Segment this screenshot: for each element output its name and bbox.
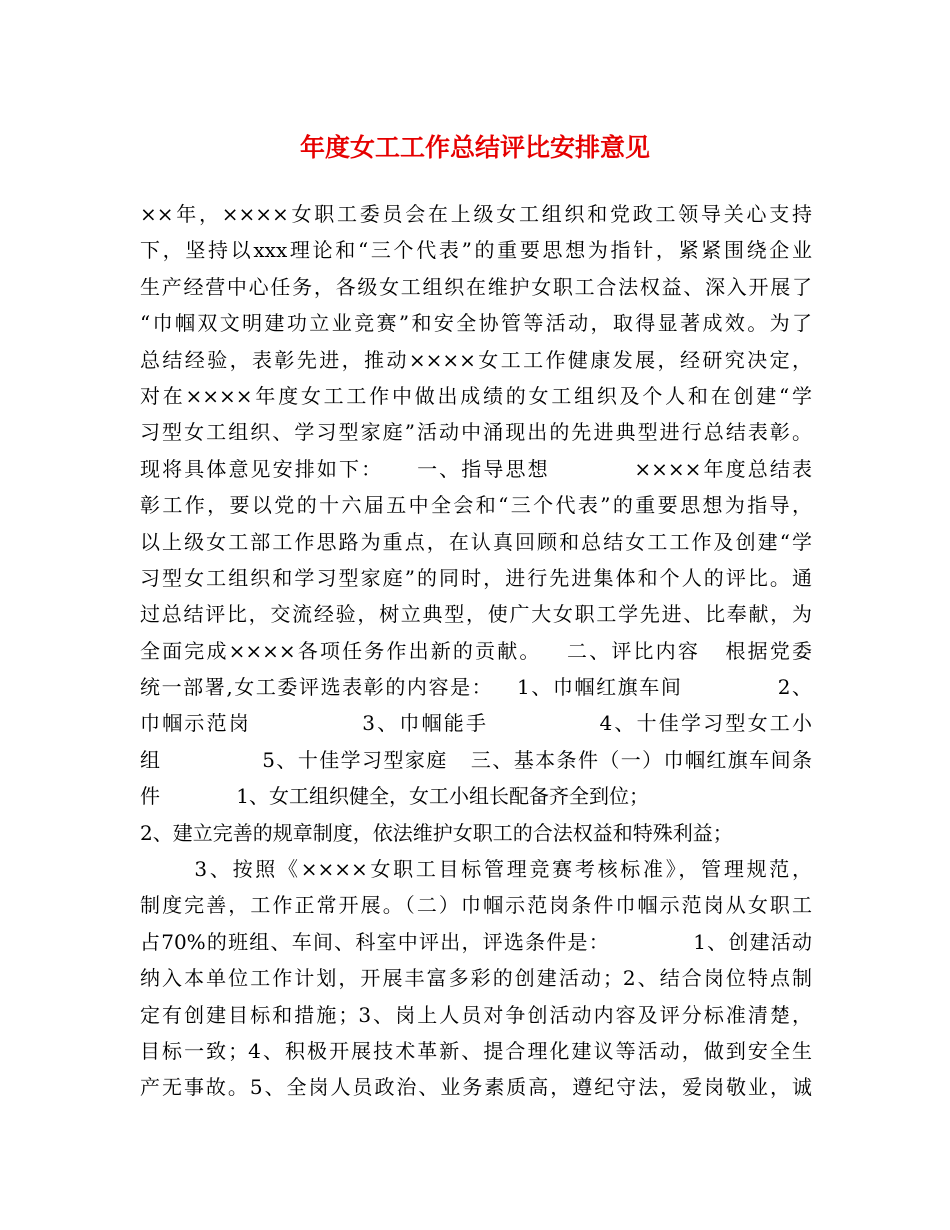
body-text-line: 纳入本单位工作计划，开展丰富多彩的创建活动；2、结合岗位特点制 [140,966,812,991]
body-text-line: 组 5、十佳学习型家庭 三、基本条件（一）巾帼红旗车间条 [140,747,812,772]
body-text-line: 产无事故。5、全岗人员政治、业务素质高，遵纪守法，爱岗敬业，诚 [140,1075,812,1100]
body-text-line: 巾帼示范岗 3、巾帼能手 4、十佳学习型女工小 [140,711,812,736]
body-text-line: ××年，××××女职工委员会在上级女工组织和党政工领导关心支持 [140,202,812,226]
body-text-line: 2、建立完善的规章制度，依法维护女职工的合法权益和特殊利益； [140,820,733,845]
document-body [140,196,812,1106]
body-text-line: 定有创建目标和措施；3、岗上人员对争创活动内容及评分标准清楚， [140,1002,812,1027]
body-text-line: 现将具体意见安排如下： 一、指导思想 ××××年度总结表 [140,456,812,481]
body-text-line: 生产经营中心任务，各级女工组织在维护女职工合法权益、深入开展了 [140,274,812,299]
body-text-line: 制度完善，工作正常开展。（二）巾帼示范岗条件巾帼示范岗从女职工 [140,893,812,918]
body-text-line: 占70%的班组、车间、科室中评出，评选条件是： 1、创建活动 [140,929,812,954]
body-text-line: 习型女工组织和学习型家庭”的同时，进行先进集体和个人的评比。通 [140,565,812,590]
body-text-line: 总结经验，表彰先进，推动××××女工工作健康发展，经研究决定， [140,347,812,372]
body-text-line: 以上级女工部工作思路为重点，在认真回顾和总结女工工作及创建“学 [140,529,812,554]
body-text-line: 彰工作，要以党的十六届五中全会和“三个代表”的重要思想为指导， [140,493,812,518]
body-text-line: 目标一致；4、积极开展技术革新、提合理化建议等活动，做到安全生 [140,1038,812,1063]
body-text-line: 过总结评比，交流经验，树立典型，使广大女职工学先进、比奉献，为 [140,602,812,627]
document-title: 年度女工工作总结评比安排意见 [299,133,650,162]
body-text-line: 下，坚持以xxx理论和“三个代表”的重要思想为指针，紧紧围绕企业 [140,238,812,263]
body-text-line: “巾帼双文明建功立业竞赛”和安全协管等活动，取得显著成效。为了 [140,311,812,336]
body-text-line: 件 1、女工组织健全，女工小组长配备齐全到位； [140,784,650,809]
body-text-line: 全面完成××××各项任务作出新的贡献。 二、评比内容 根据党委 [140,638,812,663]
body-text-line: 习型女工组织、学习型家庭”活动中涌现出的先进典型进行总结表彰。 [140,420,812,445]
body-text-line: 对在××××年度女工工作中做出成绩的女工组织及个人和在创建“学 [140,383,812,408]
body-text-line: 统一部署,女工委评选表彰的内容是： 1、巾帼红旗车间 2、 [140,675,812,700]
body-text-line: 3、按照《××××女职工目标管理竞赛考核标准》，管理规范， [140,857,812,882]
